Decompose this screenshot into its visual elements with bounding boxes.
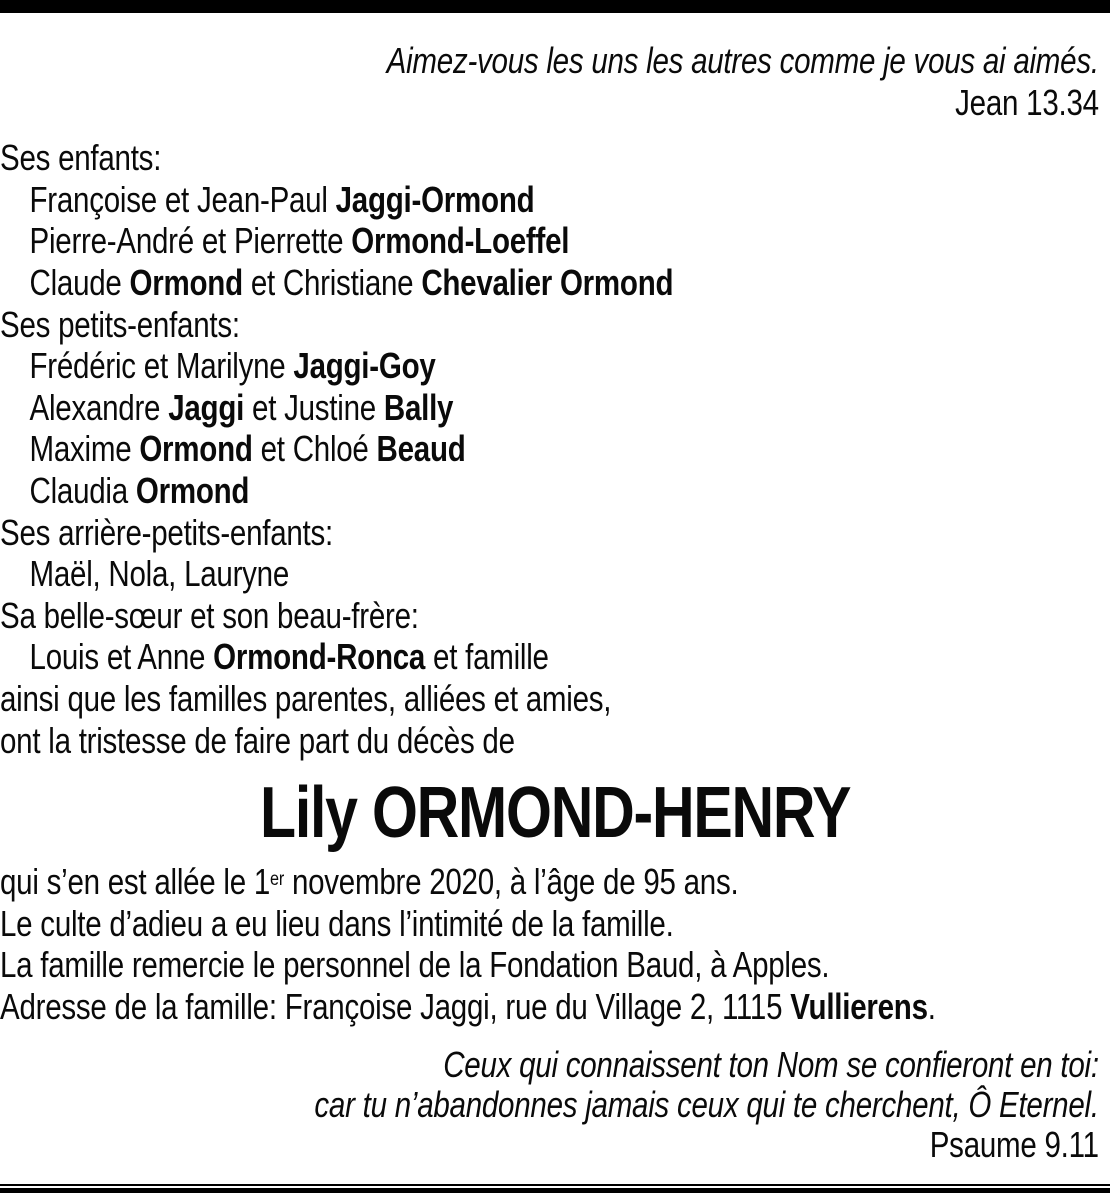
detail-line: La famille remercie le personnel de la Fondation Baud, à Apples. xyxy=(0,944,830,986)
details-list xyxy=(0,859,1110,1027)
family-line: Frédéric et Marilyne Jaggi-Goy xyxy=(29,345,436,387)
top-rule-bar xyxy=(0,0,1110,13)
epigraph-quote: Aimez-vous les uns les autres comme je vous ai aimés. xyxy=(386,40,1099,81)
family-line: Pierre-André et Pierrette Ormond-Loeffel xyxy=(29,220,570,262)
detail-line: Adresse de la famille: Françoise Jaggi, rue du Village 2, 1115 Vullierens. xyxy=(0,985,936,1027)
family-line: Alexandre Jaggi et Justine Bally xyxy=(29,386,454,428)
family-line: Ses arrière-petits-enfants: xyxy=(0,511,333,553)
family-line: Claudia Ormond xyxy=(29,469,250,511)
family-line: Maël, Nola, Lauryne xyxy=(29,553,290,595)
deceased-name: Lily ORMOND-HENRY xyxy=(259,773,851,854)
closing-quote-line-1: Ceux qui connaissent ton Nom se confieront en toi: xyxy=(443,1044,1099,1086)
family-line: Sa belle-sœur et son beau-frère: xyxy=(0,594,419,636)
epigraph xyxy=(0,40,1110,123)
family-line: ont la tristesse de faire part du décès de xyxy=(0,719,515,761)
bottom-rule-bar xyxy=(0,1188,1110,1193)
family-line: Maxime Ormond et Chloé Beaud xyxy=(29,428,466,470)
family-line: Louis et Anne Ormond-Ronca et famille xyxy=(29,636,549,678)
family-line: Françoise et Jean-Paul Jaggi-Ormond xyxy=(29,178,535,220)
epigraph-reference: Jean 13.34 xyxy=(955,81,1099,123)
detail-line: qui s’en est allée le 1er novembre 2020, à l’âge de 95 ans. xyxy=(0,861,739,902)
bottom-thin-rule xyxy=(0,1184,1110,1186)
family-line: Claude Ormond et Christiane Chevalier Ormond xyxy=(29,261,674,303)
family-line: Ses enfants: xyxy=(0,137,162,179)
family-line: ainsi que les familles parentes, alliées et amies, xyxy=(0,677,612,719)
detail-line: Le culte d’adieu a eu lieu dans l’intimité de la famille. xyxy=(0,902,674,944)
closing-reference: Psaume 9.11 xyxy=(929,1124,1099,1166)
notice-content xyxy=(0,13,1110,1165)
closing-quote-line-2: car tu n’abandonnes jamais ceux qui te cherchent, Ô Eternel. xyxy=(314,1084,1099,1126)
family-list xyxy=(0,137,1110,761)
closing-verse xyxy=(0,1045,1110,1165)
family-line: Ses petits-enfants: xyxy=(0,303,240,345)
